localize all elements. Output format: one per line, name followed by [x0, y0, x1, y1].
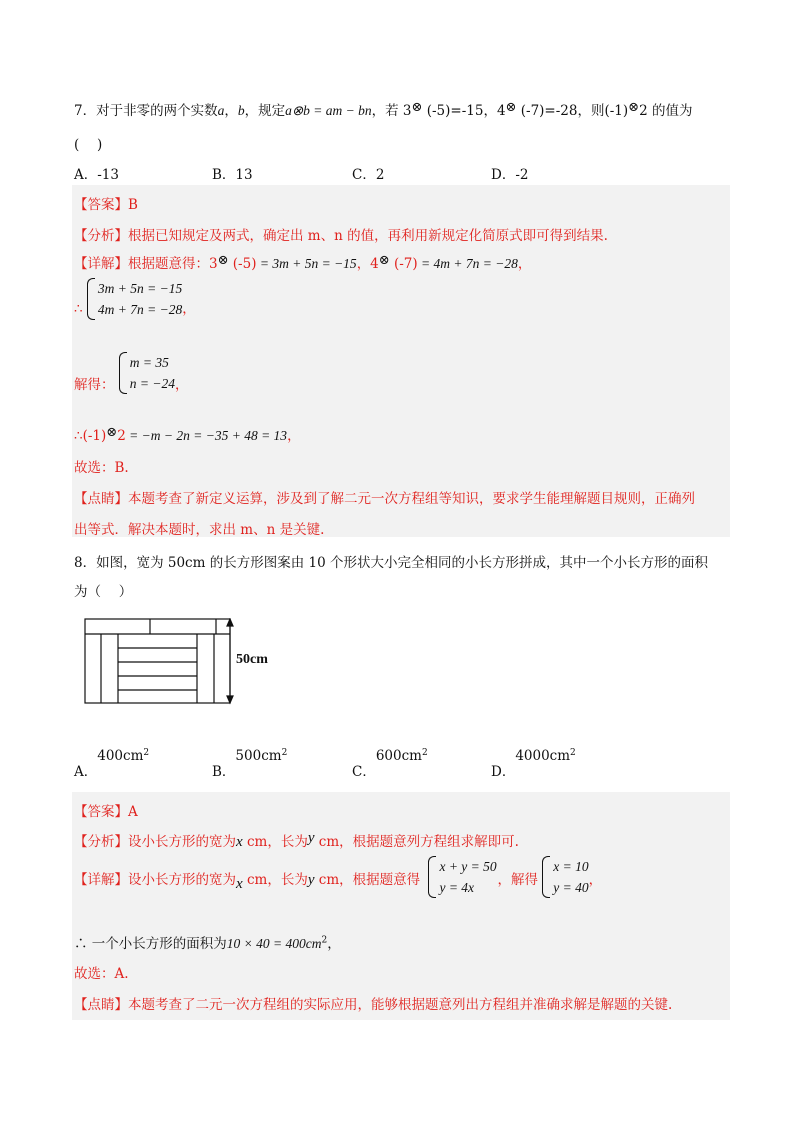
q8-analysis: 【分析】设小长方形的宽为x cm，长为y cm，根据题意列方程组求解即可. — [74, 830, 519, 850]
q7-option-b[interactable]: B．13 — [212, 167, 253, 183]
equation-system: m = 35 n = −24 — [119, 352, 175, 394]
q7-option-a[interactable]: A．-13 — [74, 167, 119, 183]
equation-system: x = 10 y = 40 — [542, 856, 588, 898]
q7-stem: 7．对于非零的两个实数a，b，规定a⊗b = am − bn，若 3⊗ (-5)=-15，4⊗ (-7)=-28，则(-1)⊗2 的值为 — [74, 100, 693, 119]
brace-icon — [542, 856, 550, 898]
q7-choose: 故选：B. — [74, 460, 129, 476]
q8-option-b[interactable]: B．$500cm^2$ — [212, 747, 288, 780]
otimes-symbol: ⊗ — [378, 253, 390, 268]
q7-detail: 【详解】根据题意得：3⊗ (-5) = 3m + 5n = −15，4⊗ (-7) = 4m + 7n = −28， — [74, 253, 532, 272]
figure-label: 50cm — [236, 652, 268, 667]
q8-comment: 【点睛】本题考查了二元一次方程组的实际应用，能够根据题意列出方程组并准确求解是解题的关键. — [74, 997, 673, 1013]
q7-result: ∴(-1)⊗2 = −m − 2n = −35 + 48 = 13， — [74, 425, 301, 444]
otimes-symbol: ⊗ — [505, 100, 517, 115]
brace-icon — [428, 856, 436, 898]
otimes-symbol: ⊗ — [106, 425, 118, 440]
q7-system-2: 解得： m = 35 n = −24 ， — [74, 352, 189, 394]
q8-choose: 故选：A. — [74, 966, 129, 982]
equation-system: 3m + 5n = −15 4m + 7n = −28 — [87, 278, 182, 320]
q7-option-c[interactable]: C．2 — [352, 167, 385, 183]
q7-analysis: 【分析】根据已知规定及两式，确定出 m、n 的值，再利用新规定化简原式即可得到结果. — [74, 228, 608, 244]
q7-system-1: ∴ 3m + 5n = −15 4m + 7n = −28 ， — [74, 278, 196, 320]
q8-stem-line2: 为（ ） — [74, 584, 133, 600]
q7-comment: 【点睛】本题考查了新定义运算，涉及到了解二元一次方程组等知识，要求学生能理解题目规则，正确列 — [74, 491, 695, 507]
q8-answer: 【答案】A — [74, 804, 138, 820]
q7-option-d[interactable]: D．-2 — [491, 167, 529, 183]
q7-answer: 【答案】B — [74, 197, 138, 213]
q8-option-a[interactable]: A．$400cm^2$ — [74, 747, 150, 780]
otimes-symbol: ⊗ — [411, 100, 423, 115]
q8-area: ∴ 一个小长方形的面积为$10 \times 40 = 400cm^2$， — [74, 935, 341, 952]
q8-solution-panel — [72, 792, 730, 1020]
q8-option-c[interactable]: C．$600cm^2$ — [352, 747, 428, 780]
brace-icon — [119, 352, 127, 394]
otimes-symbol: ⊗ — [628, 100, 640, 115]
brace-icon — [87, 278, 95, 320]
q7-comment-line2: 出等式．解决本题时，求出 m、n 是关键. — [74, 522, 325, 538]
q8-detail: 【详解】设小长方形的宽为x cm，长为y cm，根据题意得 x + y = 50 y = 4x ，解得 x = 10 y = 40 ， — [74, 856, 602, 898]
definition-formula: a⊗b = am − bn — [285, 103, 372, 118]
otimes-symbol: ⊗ — [217, 253, 229, 268]
q7-answer-paren: ( ) — [74, 137, 103, 153]
q8-option-d[interactable]: D．$4000cm^2$ — [491, 747, 576, 780]
q8-stem: 8．如图，宽为 50cm 的长方形图案由 10 个形状大小完全相同的小长方形拼成，其中一个小长方形的面积 — [74, 555, 708, 571]
equation-system: x + y = 50 y = 4x — [428, 856, 497, 898]
